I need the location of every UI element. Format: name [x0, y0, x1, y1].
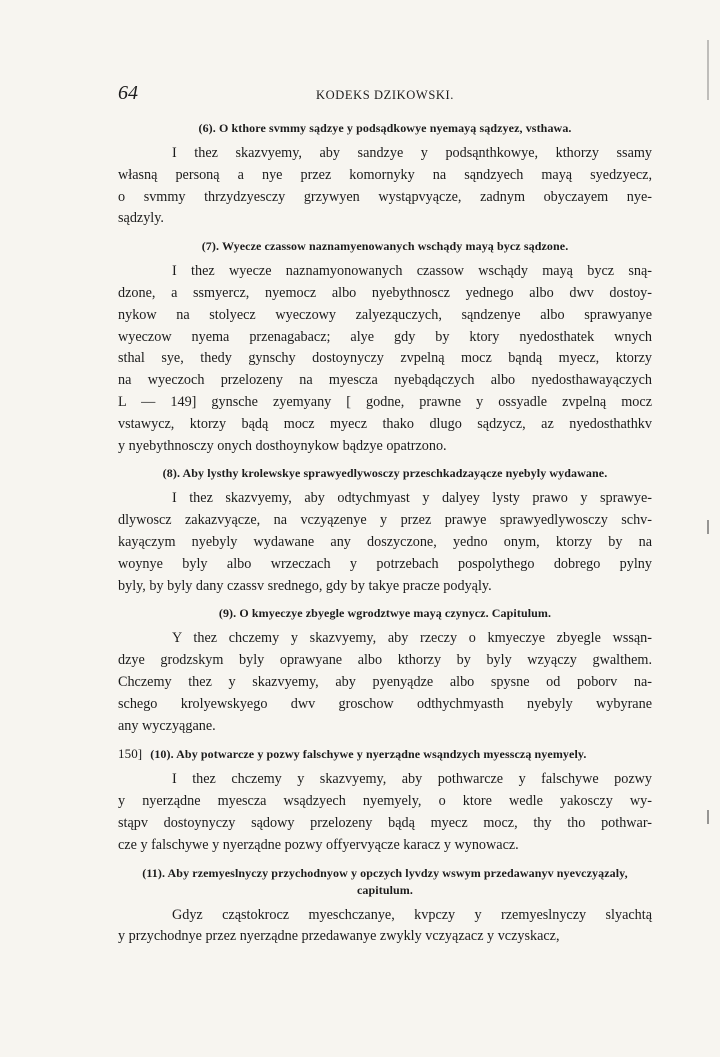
text-line: y nyebythnosczy onych dosthoynykow bądzye opatrzono.: [118, 437, 447, 454]
text-line: I thez chczemy y skazvyemy, aby pothwarcze y falschywe pozwy: [172, 771, 652, 788]
page-number: 64: [118, 82, 138, 104]
margin-reference: 150]: [118, 746, 143, 762]
text-line: stąpv dostoynyczy sądowy przelozeny bądą myecz mocz, thy tho pothwar-: [118, 814, 652, 831]
text-line: woynye byly albo wrzeczach y potrzebach pospolythego dobrego pylny: [118, 555, 652, 572]
section-body: [118, 143, 652, 230]
text-line: dzone, a ssmyercz, nyemocz albo nyebythnoscz yednego albo dwv dostoy-: [118, 284, 652, 301]
section-heading-text: (7). Wyecze czassow naznamyenowanych wschądy mayą bycz sądzone.: [201, 239, 569, 254]
section-heading-text: (10). Aby potwarcze y pozwy falschywe y nyerządne wsąndzych myessczą nyemyely.: [150, 747, 587, 762]
section-heading: [118, 745, 648, 763]
text-line: any wyczyągane.: [118, 717, 216, 734]
section-heading: [122, 120, 648, 137]
sections: [118, 120, 652, 948]
section-heading: [122, 238, 648, 255]
section-heading: [122, 865, 648, 899]
section: [118, 745, 652, 856]
running-title: KODEKS DZIKOWSKI.: [316, 88, 454, 102]
section: [118, 238, 652, 457]
text-line: o svmmy thrzydzyesczy grzywyen wystąpvyącze, zadnym obyczayem nye-: [118, 188, 652, 205]
section: [118, 465, 652, 597]
page: [118, 80, 652, 948]
text-line: Gdyz cząstokrocz myeschczanye, kvpczy y rzemyeslnyczy slyachtą: [172, 906, 652, 923]
text-line: dlywoscz zakazvyącze, na vczyązenye y przez prawye sprawyedlywosczy schv-: [118, 512, 652, 529]
text-line: I thez skazvyemy, aby sandzye y podsąnthkowye, kthorzy ssamy: [172, 145, 652, 161]
text-line: cze y falschywe y nyerządne pozwy offyervyącze karacz y wynowacz.: [118, 836, 519, 853]
running-head: [118, 80, 652, 112]
section-heading-text: (11). Aby rzemyeslnyczy przychodnyow y opczych lyvdzy wswym przedawanyv nyevczyązaly, capitulum.: [142, 865, 628, 897]
section-body: [118, 905, 652, 949]
text-line: na wyeczoch przelozeny na myescza nyebądączych albo nyedosthawayączych: [118, 372, 652, 389]
text-line: Chczemy thez y skazvyemy, aby pyenyądze albo spysne od poborv na-: [118, 673, 652, 690]
text-line: kayączym nyebyly wydawane any doszyczone, yedno onym, ktorzy by na: [118, 533, 652, 550]
text-line: Y thez chczemy y skazvyemy, aby rzeczy o kmyeczye zbyegle wssąn-: [172, 630, 652, 647]
section-body: [118, 628, 652, 737]
text-line: własną personą a nye przez komornyky na sąndzyech mayą syedzyecz,: [118, 166, 652, 183]
section-heading-text: (6). O kthore svmmy sądzye y podsądkowye nyemayą sądzyez, vsthawa.: [198, 121, 572, 135]
text-line: dzye grodzskym byly oprawyane albo kthorzy by byly wzyączy gwalthem.: [118, 652, 652, 669]
text-line: I thez wyecze naznamyonowanych czassow wschądy mayą bycz sną-: [172, 263, 652, 280]
text-line: sthal sye, thedy gynschy dostoynyczy zvpelną mocz bąndą myecz, ktorzy: [118, 350, 652, 367]
edge-mark: [707, 40, 709, 100]
section: [118, 865, 652, 949]
text-line: sądzyly.: [118, 210, 164, 227]
section-body: [118, 261, 652, 457]
section-body: [118, 769, 652, 856]
text-line: y nyerządne myescza wsądzyech nyemyely, o ktore wedle yakosczy wy-: [118, 793, 652, 810]
section-body: [118, 488, 652, 597]
section: [118, 605, 652, 737]
section-heading: [122, 605, 648, 622]
section-heading: [122, 465, 648, 482]
text-line: L — 149] gynsche zyemyany [ godne, prawne y ossyadle zvpelną mocz: [118, 393, 652, 410]
text-line: nykow na stolyecz wyeczowy zalyeząuczych, sąndzenye albo sprawyanye: [118, 306, 652, 323]
section-heading-text: (9). O kmyeczye zbyegle wgrodztwye mayą czynycz. Capitulum.: [218, 606, 552, 621]
section-heading-text: (8). Aby lysthy krolewskye sprawyedlywosczy przeschkadzayącze nyebyly wydawane.: [162, 466, 608, 481]
text-line: y przychodnye przez nyerządne przedawanye zwykly vczyązacz y vczyskacz,: [118, 928, 560, 945]
section: [118, 120, 652, 230]
edge-mark: [707, 520, 709, 534]
text-line: I thez skazvyemy, aby odtychmyast y dalyey lysty prawo y sprawye-: [172, 490, 652, 507]
edge-mark: [707, 810, 709, 824]
text-line: wyeczow nyema przenagabacz; alye gdy by ktory nyedosthatek wnych: [118, 328, 652, 345]
text-line: byly, by byly dany czassv srednego, gdy by takye pracze podyąly.: [118, 577, 492, 594]
text-line: schego krolyewskyego dwv groschow odthychmyasth nyebyly wybyrane: [118, 695, 652, 712]
text-line: vstawycz, ktorzy bądą mocz myecz thako dlugo sądzycz, az nyedosthathkv: [118, 415, 652, 432]
